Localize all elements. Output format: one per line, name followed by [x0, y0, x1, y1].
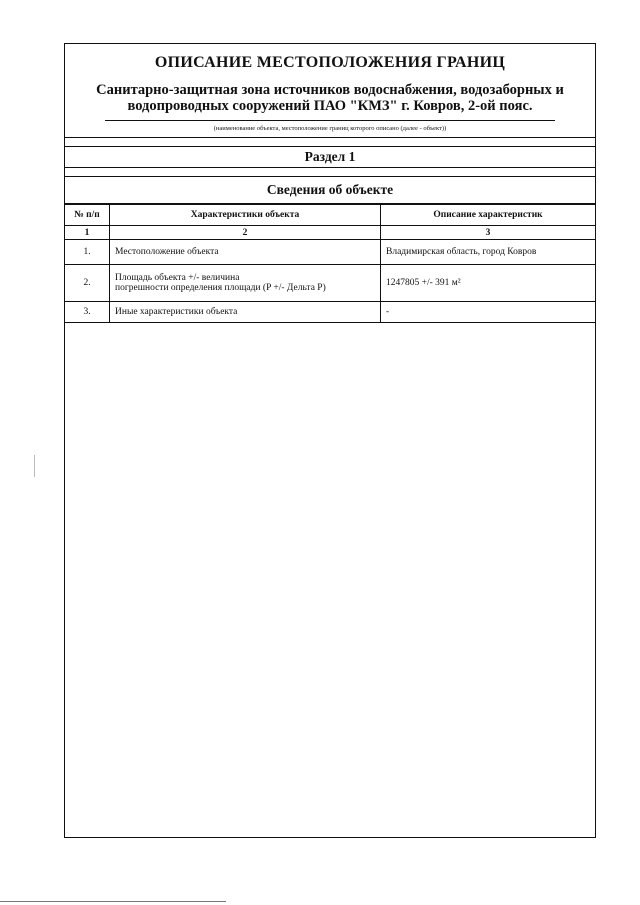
row-description: - [381, 302, 596, 323]
row-characteristic-line: погрешности определения площади (P +/- Дельта P) [115, 283, 326, 293]
row-description: 1247805 +/- 391 м² [381, 265, 596, 302]
object-characteristics-table [65, 204, 595, 323]
margin-mark [34, 455, 35, 477]
document-subtitle: Санитарно-защитная зона источников водоснабжения, водозаборных и водопроводных сооружений ПАО "КМЗ" г. Ковров, 2-ой пояс. [96, 82, 564, 114]
object-name-note: (наименование объекта, местоположение границ которого описано (далее - объект)) [105, 120, 555, 137]
column-number: 3 [381, 226, 596, 240]
row-number: 1. [65, 240, 110, 265]
column-number-row [65, 226, 595, 240]
document-title: ОПИСАНИЕ МЕСТОПОЛОЖЕНИЯ ГРАНИЦ [154, 54, 506, 71]
row-characteristic-line: Площадь объекта +/- величина [115, 273, 240, 283]
row-number: 2. [65, 265, 110, 302]
column-header-characteristic: Характеристики объекта [110, 205, 381, 226]
section-heading: Раздел 1 [65, 147, 595, 168]
spacer [65, 138, 595, 147]
row-characteristic [110, 265, 381, 302]
table-row [65, 265, 595, 302]
row-characteristic: Местоположение объекта [110, 240, 381, 265]
object-info-heading: Сведения об объекте [65, 176, 595, 204]
column-number: 1 [65, 226, 110, 240]
table-row [65, 240, 595, 265]
column-header-description: Описание характеристик [381, 205, 596, 226]
footnote-separator [0, 901, 226, 902]
table-header-row [65, 205, 595, 226]
column-header-number: № п/п [65, 205, 110, 226]
row-description: Владимирская область, город Ковров [381, 240, 596, 265]
column-number: 2 [110, 226, 381, 240]
document-page [64, 43, 596, 838]
row-number: 3. [65, 302, 110, 323]
title-block [65, 44, 595, 138]
row-characteristic: Иные характеристики объекта [110, 302, 381, 323]
table-row [65, 302, 595, 323]
